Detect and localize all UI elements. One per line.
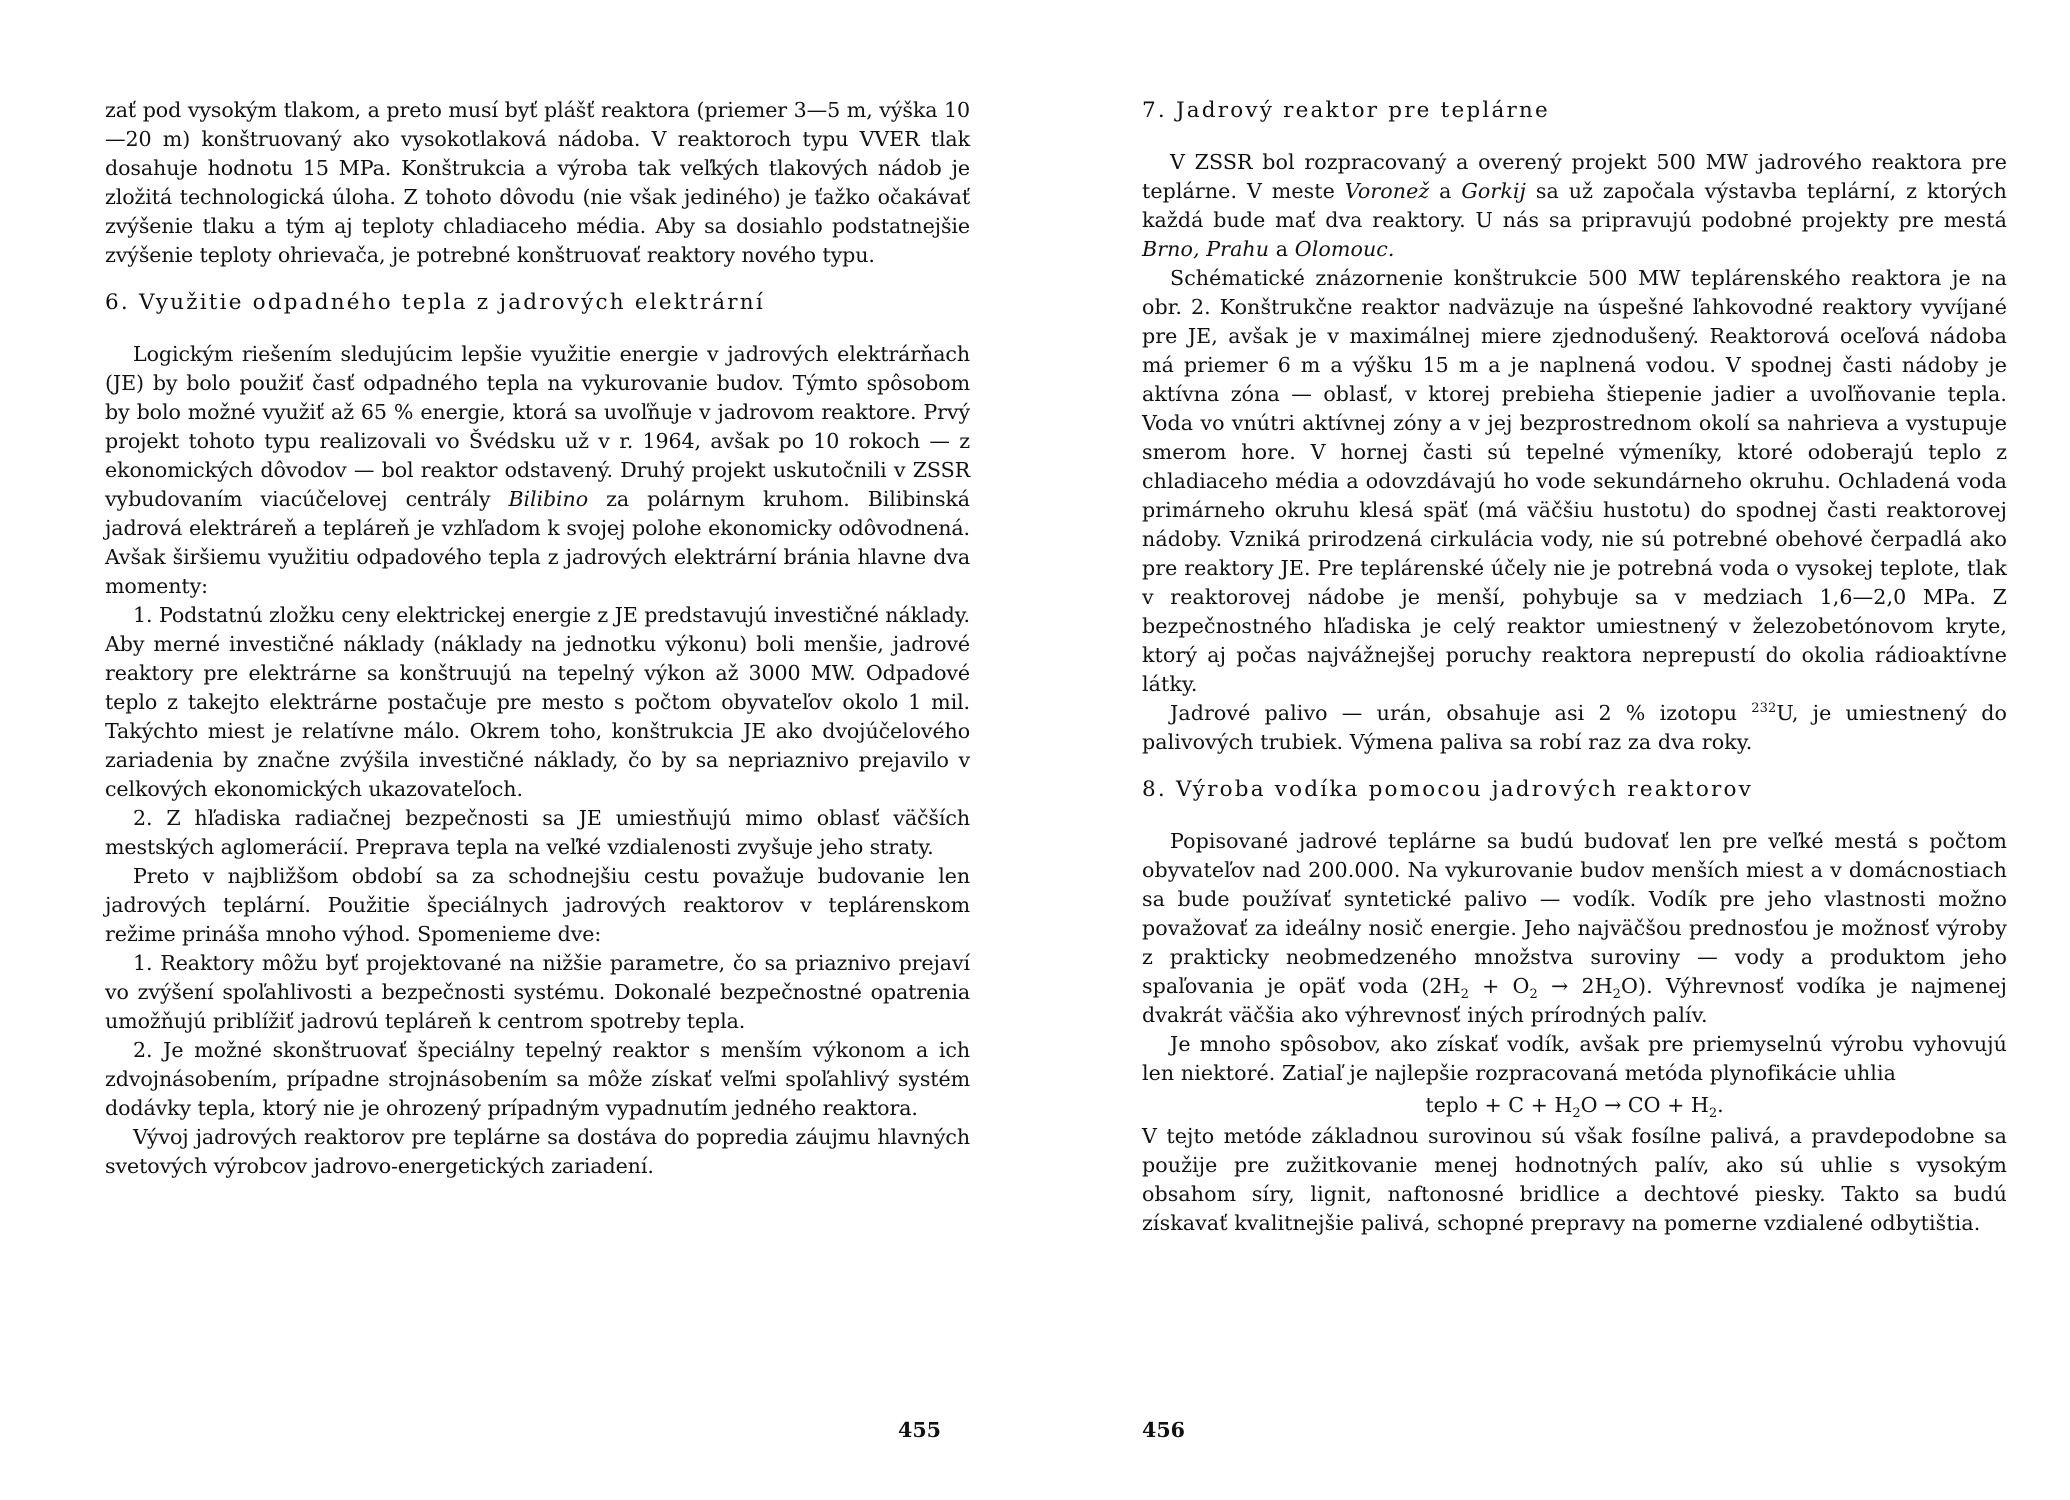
section-8-paragraph-1: Popisované jadrové teplárne sa budú budovať len pre veľké mestá s počtom obyvateľov nad 200.000. Na vykurovanie budov menších miest a v domácnostiach sa bude používať syntetické palivo — vodík. Vodík pre jeho vlastnosti možno považovať za ideálny nosič energie. Jeho najväčšou prednosťou je možnosť výroby z prakticky neobmedzeného množstva suroviny — vody a produktom jeho spaľovania je opäť voda $(2H_2 + O_2 \to 2H_2O)$. Výhrevnosť vodíka je najmenej dvakrát väčšia ako výhrevnosť iných prírodných palív. <box>1142 829 2007 1027</box>
page-number-right: 456 <box>1142 1418 1185 1442</box>
section-7-heading: 7. Jadrový reaktor pre teplárne <box>1142 98 1550 123</box>
section-6-paragraph-4: Preto v najbližšom období sa za schodnejšiu cestu považuje budovanie len jadrových teplární. Použitie špeciálnych jadrových reaktorov v teplárenskom režime prináša mnoho výhod. Spomenieme dve: <box>105 864 970 946</box>
section-8-paragraph-2: Je mnoho spôsobov, ako získať vodík, avšak pre priemyselnú výrobu vyhovujú len niektoré. Zatiaľ je najlepšie rozpracovaná metóda plynofikácie uhlia <box>1142 1032 2007 1085</box>
section-6-paragraph-5: 1. Reaktory môžu byť projektované na nižšie parametre, čo sa priaznivo prejaví vo zvýšení spoľahlivosti a bezpečnosti systému. Dokonalé bezpečnostné opatrenia umožňujú priblížiť jadrovú tepláreň k centrom spotreby tepla. <box>105 951 970 1033</box>
section-6-paragraph-3: 2. Z hľadiska radiačnej bezpečnosti sa JE umiestňujú mimo oblasť väčších mestských aglomerácií. Preprava tepla na veľké vzdialenosti zvyšuje jeho straty. <box>105 806 970 859</box>
section-7-paragraph-3: Jadrové palivo — urán, obsahuje asi 2 % izotopu $^{232}$U, je umiestnený do palivových trubiek. Výmena paliva sa robí raz za dva roky. <box>1142 701 2007 754</box>
section-6-paragraph-1: Logickým riešením sledujúcim lepšie využitie energie v jadrových elektrárňach (JE) by bolo použiť časť odpadného tepla na vykurovanie budov. Týmto spôsobom by bolo možné využiť až 65 % energie, ktorá sa uvoľňuje v jadrovom reaktore. Prvý projekt tohoto typu realizovali vo Švédsku už v r. 1964, avšak po 10 rokoch — z ekonomických dôvodov — bol reaktor odstavený. Druhý projekt uskutočnili v ZSSR vybudovaním viacúčelovej centrály Bilibino za polárnym kruhom. Bilibinská jadrová elektráreň a tepláreň je vzhľadom k svojej polohe ekonomicky odôvodnená. Avšak širšiemu využitiu odpadového tepla z jadrových elektrární bránia hlavne dva momenty: <box>105 342 970 598</box>
section-6-paragraph-2: 1. Podstatnú zložku ceny elektrickej energie z JE predstavujú investičné náklady. Aby merné investičné náklady (náklady na jednotku výkonu) boli menšie, jadrové reaktory pre elektrárne sa konštruujú na tepelný výkon až 3000 MW. Odpadové teplo z takejto elektrárne postačuje pre mesto s počtom obyvateľov okolo 1 mil. Takýchto miest je relatívne málo. Okrem toho, konštrukcia JE ako dvojúčelového zariadenia by značne zvýšila investičné náklady, čo by sa nepriaznivo prejavilo v celkových ekonomických ukazovateľoch. <box>105 603 970 801</box>
section-8-heading: 8. Výroba vodíka pomocou jadrových reaktorov <box>1142 777 1753 802</box>
section-7-paragraph-1: V ZSSR bol rozpracovaný a overený projekt 500 MW jadrového reaktora pre teplárne. V meste Voronež a Gorkij sa už započala výstavba teplární, z ktorých každá bude mať dva reaktory. U nás sa pripravujú podobné projekty pre mestá Brno, Prahu a Olomouc. <box>1142 150 2007 261</box>
section-6-paragraph-6: 2. Je možné skonštruovať špeciálny tepelný reaktor s menším výkonom a ich zdvojnásobením, prípadne strojnásobením sa môže získať veľmi spoľahlivý systém dodávky tepla, ktorý nie je ohrozený prípadným vypadnutím jedného reaktora. <box>105 1038 970 1120</box>
left-page <box>105 96 970 1181</box>
section-6-heading: 6. Využitie odpadného tepla z jadrových elektrární <box>105 290 765 315</box>
chemical-formula: teplo + $C + H_2O$ → CO + $H_2$. <box>1425 1093 1724 1122</box>
continuation-paragraph: zať pod vysokým tlakom, a preto musí byť plášť reaktora (priemer 3—5 m, výška 10—20 m) konštruovaný ako vysokotlaková nádoba. V reaktoroch typu VVER tlak dosahuje hodnotu 15 MPa. Konštrukcia a výroba tak veľkých tlakových nádob je zložitá technologická úloha. Z tohoto dôvodu (nie však jediného) je ťažko očakávať zvýšenie tlaku a tým aj teploty chladiaceho média. Aby sa dosiahlo podstatnejšie zvýšenie teploty ohrievača, je potrebné konštruovať reaktory nového typu. <box>105 98 970 267</box>
section-8-paragraph-3: V tejto metóde základnou surovinou sú však fosílne palivá, a pravdepodobne sa použije pre zužitkovanie menej hodnotných palív, ako sú uhlie s vysokým obsahom síry, lignit, naftonosné bridlice a dechtové piesky. Takto sa budú získavať kvalitnejšie palivá, schopné prepravy na pomerne vzdialené odbytištia. <box>1142 1124 2007 1235</box>
right-page <box>1142 96 2007 1238</box>
section-6-paragraph-7: Vývoj jadrových reaktorov pre teplárne sa dostáva do popredia záujmu hlavných svetových výrobcov jadrovo-energetických zariadení. <box>105 1125 970 1178</box>
section-7-paragraph-2: Schématické znázornenie konštrukcie 500 MW teplárenského reaktora je na obr. 2. Konštrukčne reaktor nadväzuje na úspešné ľahkovodné reaktory vyvíjané pre JE, avšak je v maximálnej miere zjednodušený. Reaktorová oceľová nádoba má priemer 6 m a výšku 15 m a je naplnená vodou. V spodnej časti nádoby je aktívna zóna — oblasť, v ktorej prebieha štiepenie jadier a uvoľňovanie tepla. Voda vo vnútri aktívnej zóny a v jej bezprostrednom okolí sa nahrieva a vystupuje smerom hore. V hornej časti sú tepelné výmeníky, ktoré odoberajú teplo z chladiaceho média a odovzdávajú ho vode sekundárneho okruhu. Ochladená voda primárneho okruhu klesá späť (má väčšiu hustotu) do spodnej časti reaktorovej nádoby. Vzniká prirodzená cirkulácia vody, nie sú potrebné obehové čerpadlá ako pre reaktory JE. Pre teplárenské účely nie je potrebná voda o vysokej teplote, tlak v reaktorovej nádobe je menší, pohybuje sa v medziach 1,6—2,0 MPa. Z bezpečnostného hľadiska je celý reaktor umiestnený v železobetónovom kryte, ktorý aj počas najvážnejšej poruchy reaktora neprepustí do okolia rádioaktívne látky. <box>1142 266 2007 696</box>
page-number-left: 455 <box>898 1418 941 1442</box>
